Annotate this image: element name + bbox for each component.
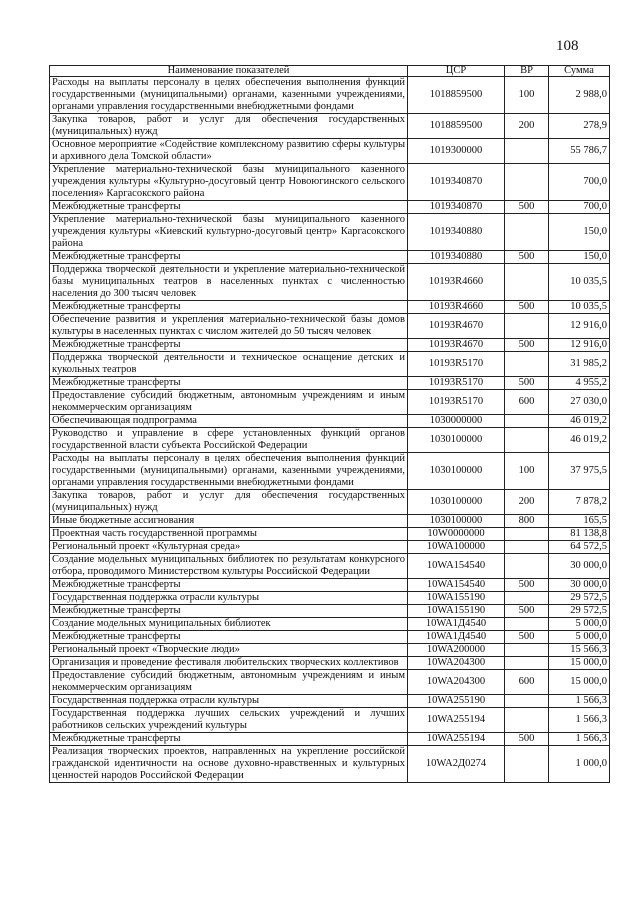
row-sum-cell: 15 566,3 xyxy=(549,644,610,657)
row-vr-cell xyxy=(505,264,549,301)
table-row xyxy=(50,453,610,490)
row-sum-cell: 27 030,0 xyxy=(549,390,610,415)
row-csr-cell: 10WA255194 xyxy=(408,708,505,733)
row-csr-cell: 10WA200000 xyxy=(408,644,505,657)
row-vr-cell: 500 xyxy=(505,605,549,618)
row-sum-cell: 64 572,5 xyxy=(549,541,610,554)
row-csr-cell: 10193R5170 xyxy=(408,352,505,377)
table-row xyxy=(50,314,610,339)
row-csr-cell: 10WA255190 xyxy=(408,695,505,708)
row-sum-cell: 81 138,8 xyxy=(549,528,610,541)
row-sum-cell: 2 988,0 xyxy=(549,77,610,114)
table-row xyxy=(50,670,610,695)
row-name-cell: Государственная поддержка лучших сельских учреждений и лучших работников сельских учреждений культуры xyxy=(50,708,408,733)
row-sum-cell: 5 000,0 xyxy=(549,631,610,644)
row-csr-cell: 10WA204300 xyxy=(408,670,505,695)
row-sum-cell: 15 000,0 xyxy=(549,670,610,695)
row-vr-cell xyxy=(505,139,549,164)
table-row xyxy=(50,695,610,708)
row-csr-cell: 10WA154540 xyxy=(408,554,505,579)
row-name-cell: Поддержка творческой деятельности и укрепление материально-технической базы муниципальных театров в населенных пунктах с численностью населения до 300 тысяч человек xyxy=(50,264,408,301)
row-name-cell: Межбюджетные трансферты xyxy=(50,377,408,390)
row-vr-cell: 500 xyxy=(505,377,549,390)
table-row xyxy=(50,390,610,415)
table-row xyxy=(50,490,610,515)
row-csr-cell: 1018859500 xyxy=(408,77,505,114)
row-name-cell: Создание модельных муниципальных библиотек по результатам конкурсного отбора, проводимого Министерством культуры Российской Федерации xyxy=(50,554,408,579)
row-csr-cell: 10193R4670 xyxy=(408,339,505,352)
row-vr-cell: 600 xyxy=(505,390,549,415)
row-name-cell: Обеспечение развития и укрепления материально-технической базы домов культуры в населенных пунктах с числом жителей до 50 тысяч человек xyxy=(50,314,408,339)
row-csr-cell: 1030100000 xyxy=(408,515,505,528)
table-row xyxy=(50,301,610,314)
row-csr-cell: 10WA100000 xyxy=(408,541,505,554)
table-row xyxy=(50,618,610,631)
row-csr-cell: 10W0000000 xyxy=(408,528,505,541)
table-row xyxy=(50,201,610,214)
row-name-cell: Государственная поддержка отрасли культуры xyxy=(50,695,408,708)
row-vr-cell xyxy=(505,746,549,783)
row-csr-cell: 10WA1Д4540 xyxy=(408,618,505,631)
row-name-cell: Закупка товаров, работ и услуг для обеспечения государственных (муниципальных) нужд xyxy=(50,490,408,515)
row-csr-cell: 1019340870 xyxy=(408,201,505,214)
row-vr-cell xyxy=(505,528,549,541)
row-sum-cell: 37 975,5 xyxy=(549,453,610,490)
row-csr-cell: 1030100000 xyxy=(408,453,505,490)
row-sum-cell: 30 000,0 xyxy=(549,579,610,592)
row-csr-cell: 1030100000 xyxy=(408,428,505,453)
row-vr-cell: 500 xyxy=(505,201,549,214)
row-vr-cell xyxy=(505,618,549,631)
row-name-cell: Межбюджетные трансферты xyxy=(50,251,408,264)
row-name-cell: Межбюджетные трансферты xyxy=(50,605,408,618)
row-sum-cell: 12 916,0 xyxy=(549,314,610,339)
row-sum-cell: 29 572,5 xyxy=(549,592,610,605)
row-name-cell: Обеспечивающая подпрограмма xyxy=(50,415,408,428)
row-csr-cell: 1030100000 xyxy=(408,490,505,515)
header-name: Наименование показателей xyxy=(50,66,408,77)
row-sum-cell: 46 019,2 xyxy=(549,428,610,453)
row-sum-cell: 4 955,2 xyxy=(549,377,610,390)
row-vr-cell xyxy=(505,164,549,201)
table-row xyxy=(50,77,610,114)
row-name-cell: Создание модельных муниципальных библиотек xyxy=(50,618,408,631)
row-vr-cell: 200 xyxy=(505,490,549,515)
page-number: 108 xyxy=(556,38,579,54)
row-csr-cell: 10193R5170 xyxy=(408,390,505,415)
table-row xyxy=(50,114,610,139)
row-sum-cell: 150,0 xyxy=(549,251,610,264)
row-sum-cell: 29 572,5 xyxy=(549,605,610,618)
row-sum-cell: 15 000,0 xyxy=(549,657,610,670)
row-vr-cell: 500 xyxy=(505,631,549,644)
row-sum-cell: 165,5 xyxy=(549,515,610,528)
row-sum-cell: 46 019,2 xyxy=(549,415,610,428)
row-name-cell: Руководство и управление в сфере установленных функций органов государственной власти субъекта Российской Федерации xyxy=(50,428,408,453)
row-vr-cell: 100 xyxy=(505,453,549,490)
table-row xyxy=(50,139,610,164)
table-row xyxy=(50,541,610,554)
row-sum-cell: 10 035,5 xyxy=(549,301,610,314)
table-row xyxy=(50,264,610,301)
row-name-cell: Межбюджетные трансферты xyxy=(50,339,408,352)
row-name-cell: Иные бюджетные ассигнования xyxy=(50,515,408,528)
table-row xyxy=(50,352,610,377)
table-row xyxy=(50,214,610,251)
table-row xyxy=(50,631,610,644)
row-vr-cell xyxy=(505,592,549,605)
row-vr-cell xyxy=(505,415,549,428)
row-csr-cell: 10193R4670 xyxy=(408,314,505,339)
row-sum-cell: 7 878,2 xyxy=(549,490,610,515)
row-csr-cell: 10193R4660 xyxy=(408,264,505,301)
row-vr-cell xyxy=(505,352,549,377)
row-name-cell: Укрепление материально-технической базы муниципального казенного учреждения культуры «Культурно-досуговый центр Новоюгинского сельского поселения» Каргасокского района xyxy=(50,164,408,201)
row-name-cell: Межбюджетные трансферты xyxy=(50,579,408,592)
table-row xyxy=(50,251,610,264)
row-vr-cell: 800 xyxy=(505,515,549,528)
row-vr-cell: 500 xyxy=(505,301,549,314)
row-vr-cell: 500 xyxy=(505,733,549,746)
table-header-row xyxy=(50,66,610,77)
row-csr-cell: 10193R4660 xyxy=(408,301,505,314)
row-vr-cell xyxy=(505,314,549,339)
row-vr-cell xyxy=(505,657,549,670)
table-row xyxy=(50,708,610,733)
table-row xyxy=(50,415,610,428)
table-row xyxy=(50,605,610,618)
row-vr-cell xyxy=(505,428,549,453)
row-sum-cell: 12 916,0 xyxy=(549,339,610,352)
row-sum-cell: 10 035,5 xyxy=(549,264,610,301)
row-vr-cell: 500 xyxy=(505,339,549,352)
row-csr-cell: 10WA1Д4540 xyxy=(408,631,505,644)
row-name-cell: Региональный проект «Творческие люди» xyxy=(50,644,408,657)
row-vr-cell: 600 xyxy=(505,670,549,695)
row-name-cell: Предоставление субсидий бюджетным, автономным учреждениям и иным некоммерческим организациям xyxy=(50,390,408,415)
row-sum-cell: 1 566,3 xyxy=(549,695,610,708)
row-csr-cell: 1018859500 xyxy=(408,114,505,139)
row-sum-cell: 150,0 xyxy=(549,214,610,251)
row-name-cell: Региональный проект «Культурная среда» xyxy=(50,541,408,554)
row-name-cell: Межбюджетные трансферты xyxy=(50,631,408,644)
row-vr-cell xyxy=(505,695,549,708)
row-csr-cell: 1030000000 xyxy=(408,415,505,428)
row-csr-cell: 1019340870 xyxy=(408,164,505,201)
table-row xyxy=(50,528,610,541)
row-csr-cell: 1019340880 xyxy=(408,251,505,264)
row-name-cell: Реализация творческих проектов, направленных на укрепление российской гражданской идентичности на основе духовно-нравственных и культурных ценностей народов Российской Федерации xyxy=(50,746,408,783)
row-name-cell: Расходы на выплаты персоналу в целях обеспечения выполнения функций государственными (муниципальными) органами, казенными учреждениями, органами управления государственными внебюджетными фондами xyxy=(50,453,408,490)
row-csr-cell: 10WA154540 xyxy=(408,579,505,592)
row-sum-cell: 1 566,3 xyxy=(549,733,610,746)
row-sum-cell: 31 985,2 xyxy=(549,352,610,377)
row-name-cell: Межбюджетные трансферты xyxy=(50,733,408,746)
row-name-cell: Проектная часть государственной программы xyxy=(50,528,408,541)
row-name-cell: Государственная поддержка отрасли культуры xyxy=(50,592,408,605)
row-vr-cell xyxy=(505,554,549,579)
row-name-cell: Межбюджетные трансферты xyxy=(50,301,408,314)
table-body xyxy=(50,77,610,783)
row-csr-cell: 10WA155190 xyxy=(408,605,505,618)
row-sum-cell: 700,0 xyxy=(549,164,610,201)
row-vr-cell: 200 xyxy=(505,114,549,139)
row-name-cell: Расходы на выплаты персоналу в целях обеспечения выполнения функций государственными (муниципальными) органами, казенными учреждениями, органами управления государственными внебюджетными фондами xyxy=(50,77,408,114)
row-vr-cell xyxy=(505,214,549,251)
row-csr-cell: 10WA255194 xyxy=(408,733,505,746)
row-name-cell: Закупка товаров, работ и услуг для обеспечения государственных (муниципальных) нужд xyxy=(50,114,408,139)
row-vr-cell: 500 xyxy=(505,579,549,592)
table-row xyxy=(50,515,610,528)
row-sum-cell: 5 000,0 xyxy=(549,618,610,631)
table-row xyxy=(50,554,610,579)
row-csr-cell: 10WA204300 xyxy=(408,657,505,670)
row-name-cell: Укрепление материально-технической базы муниципального казенного учреждения культуры «Киевский культурно-досуговый центр» Каргасокского района xyxy=(50,214,408,251)
row-name-cell: Поддержка творческой деятельности и техническое оснащение детских и кукольных театров xyxy=(50,352,408,377)
row-sum-cell: 1 566,3 xyxy=(549,708,610,733)
row-vr-cell xyxy=(505,708,549,733)
table-row xyxy=(50,377,610,390)
table-row xyxy=(50,746,610,783)
table-row xyxy=(50,339,610,352)
row-vr-cell: 500 xyxy=(505,251,549,264)
row-name-cell: Предоставление субсидий бюджетным, автономным учреждениям и иным некоммерческим организациям xyxy=(50,670,408,695)
row-name-cell: Организация и проведение фестиваля любительских творческих коллективов xyxy=(50,657,408,670)
budget-table xyxy=(49,65,610,783)
row-csr-cell: 10WA155190 xyxy=(408,592,505,605)
header-csr: ЦСР xyxy=(408,66,505,77)
row-sum-cell: 55 786,7 xyxy=(549,139,610,164)
row-name-cell: Межбюджетные трансферты xyxy=(50,201,408,214)
row-csr-cell: 1019340880 xyxy=(408,214,505,251)
table-row xyxy=(50,428,610,453)
header-sum: Сумма xyxy=(549,66,610,77)
row-name-cell: Основное мероприятие «Содействие комплексному развитию сферы культуры и архивного дела Томской области» xyxy=(50,139,408,164)
table-row xyxy=(50,644,610,657)
header-vr: ВР xyxy=(505,66,549,77)
row-csr-cell: 1019300000 xyxy=(408,139,505,164)
table-row xyxy=(50,579,610,592)
row-sum-cell: 1 000,0 xyxy=(549,746,610,783)
table-row xyxy=(50,657,610,670)
row-vr-cell xyxy=(505,541,549,554)
row-csr-cell: 10193R5170 xyxy=(408,377,505,390)
table-row xyxy=(50,733,610,746)
table-row xyxy=(50,164,610,201)
row-csr-cell: 10WA2Д0274 xyxy=(408,746,505,783)
table-row xyxy=(50,592,610,605)
row-vr-cell xyxy=(505,644,549,657)
row-sum-cell: 30 000,0 xyxy=(549,554,610,579)
row-sum-cell: 700,0 xyxy=(549,201,610,214)
row-vr-cell: 100 xyxy=(505,77,549,114)
row-sum-cell: 278,9 xyxy=(549,114,610,139)
